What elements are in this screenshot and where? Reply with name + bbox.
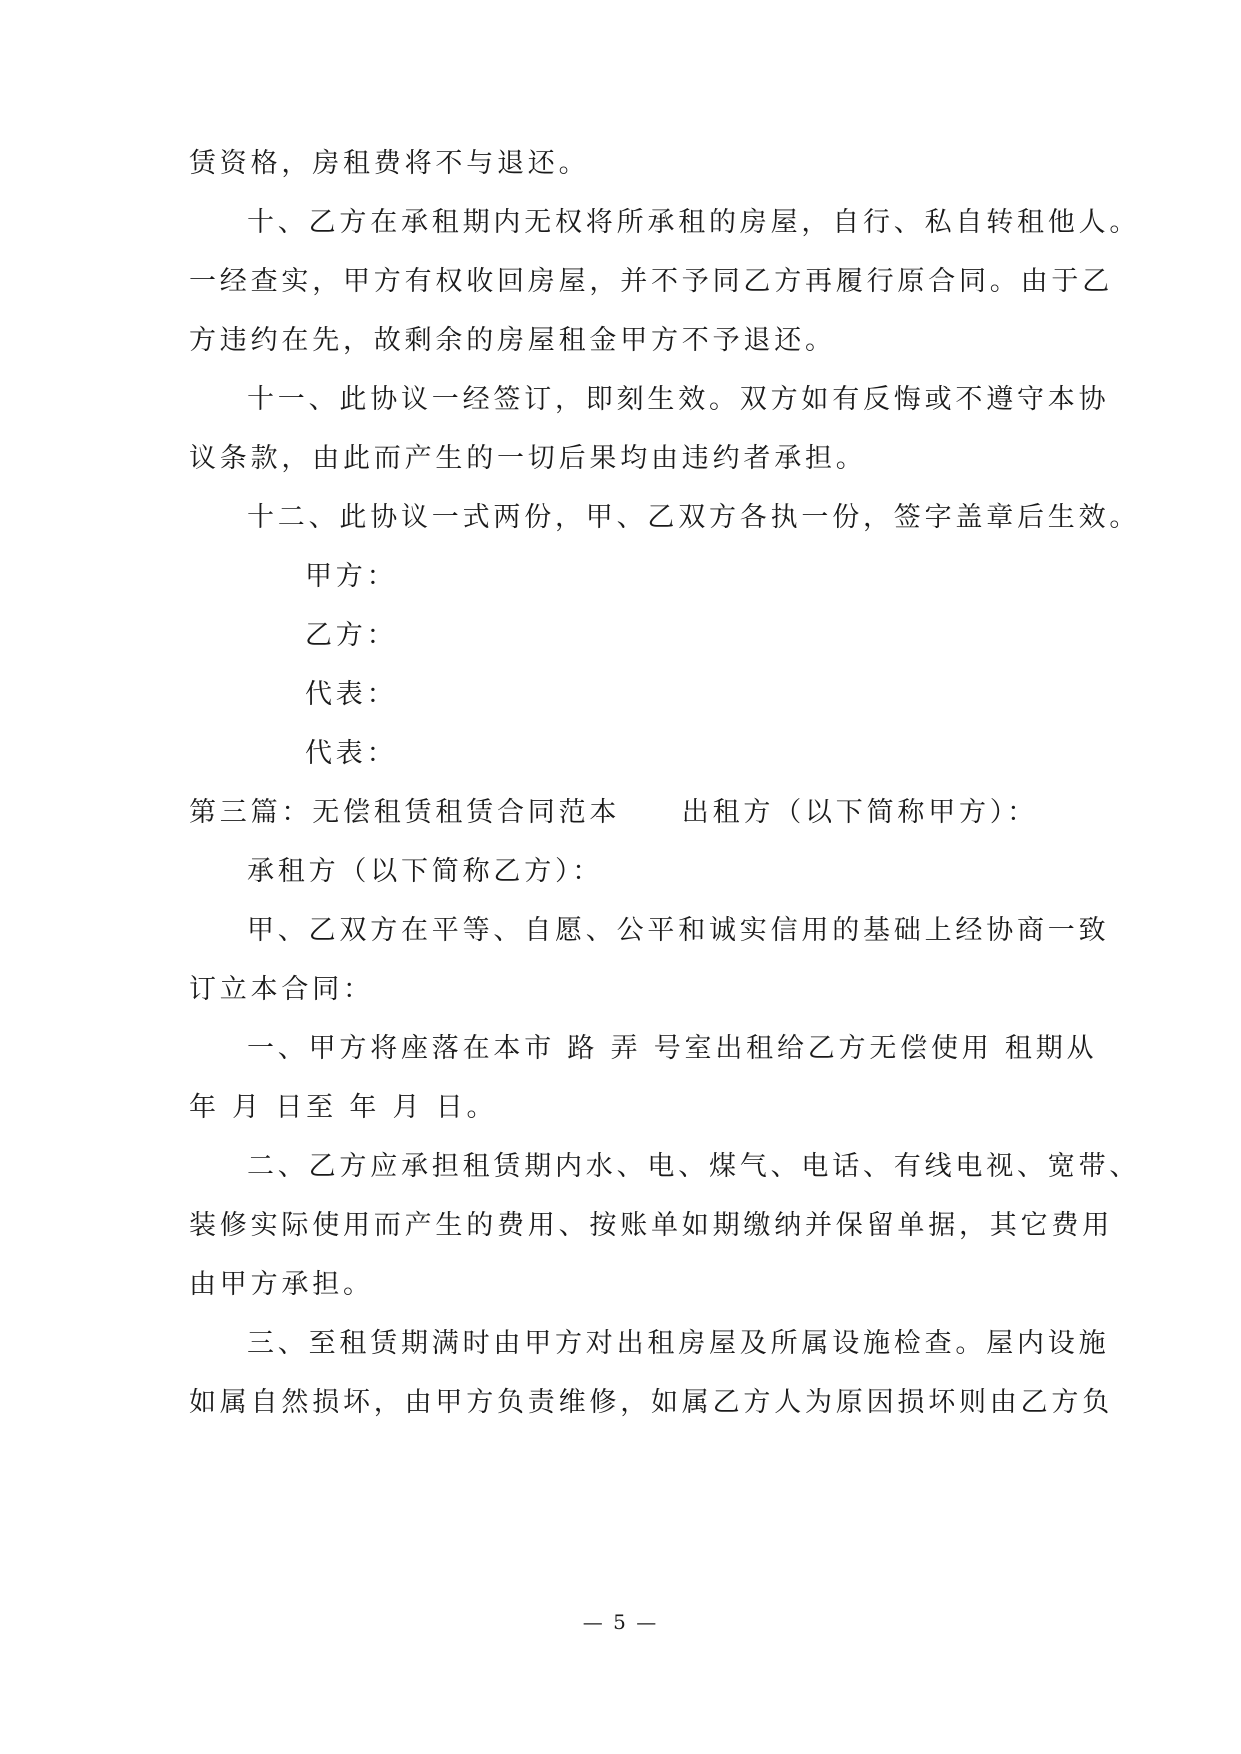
- signature-label-representative: 代表：: [305, 738, 398, 769]
- signature-label-party-a: 甲方：: [305, 561, 398, 592]
- text-line: 装修实际使用而产生的费用、按账单如期缴纳并保留单据，其它费用: [189, 1210, 1113, 1241]
- text-line: 三、至租赁期满时由甲方对出租房屋及所属设施检查。屋内设施: [247, 1328, 1110, 1359]
- text-line: 年 月 日至 年 月 日。: [189, 1092, 498, 1123]
- text-line: 一经查实，甲方有权收回房屋，并不予同乙方再履行原合同。由于乙: [189, 266, 1113, 297]
- text-line: 如属自然损坏，由甲方负责维修，如属乙方人为原因损坏则由乙方负: [189, 1387, 1113, 1418]
- text-line: 赁资格，房租费将不与退还。: [189, 148, 590, 179]
- text-line: 二、乙方应承担租赁期内水、电、煤气、电话、有线电视、宽带、: [247, 1151, 1141, 1182]
- text-line: 十、乙方在承租期内无权将所承租的房屋，自行、私自转租他人。: [247, 207, 1141, 238]
- text-line: 方违约在先，故剩余的房屋租金甲方不予退还。: [189, 325, 836, 356]
- text-line: 甲、乙双方在平等、自愿、公平和诚实信用的基础上经协商一致: [247, 915, 1110, 946]
- text-line: 承租方（以下简称乙方）：: [247, 856, 604, 887]
- text-line: 由甲方承担。: [189, 1269, 374, 1300]
- text-line: 订立本合同：: [189, 974, 374, 1005]
- signature-label-party-b: 乙方：: [305, 620, 398, 651]
- text-line: 一、甲方将座落在本市 路 弄 号室出租给乙方无偿使用 租期从: [247, 1033, 1098, 1064]
- text-line: 十二、此协议一式两份，甲、乙双方各执一份，签字盖章后生效。: [247, 502, 1141, 533]
- text-line: 十一、此协议一经签订，即刻生效。双方如有反悔或不遵守本协: [247, 384, 1110, 415]
- section-heading: 第三篇：无偿租赁租赁合同范本 出租方（以下简称甲方）：: [189, 797, 1038, 828]
- text-line: 议条款，由此而产生的一切后果均由违约者承担。: [189, 443, 867, 474]
- page-number: — 5 —: [582, 1610, 659, 1634]
- signature-label-representative: 代表：: [305, 679, 398, 710]
